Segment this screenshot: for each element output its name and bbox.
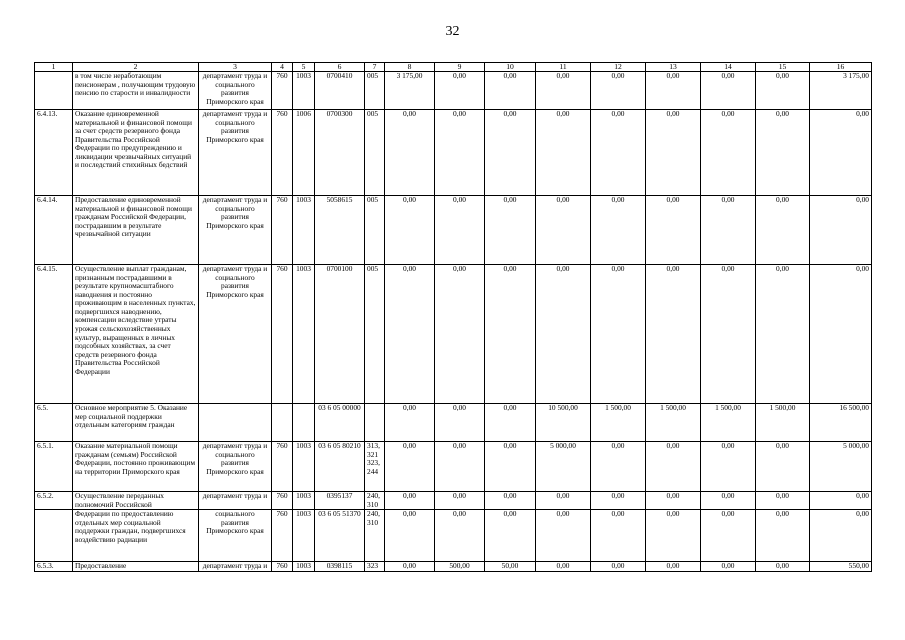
row-target-code: 5058615: [315, 196, 365, 265]
row-expense-type: 005: [365, 196, 385, 265]
row-amount: 0,00: [385, 404, 435, 442]
row-amount: 0,00: [485, 196, 536, 265]
row-amount: 0,00: [810, 492, 872, 510]
row-amount: 0,00: [810, 510, 872, 562]
header-cell: 15: [756, 63, 810, 72]
row-amount: 0,00: [536, 196, 591, 265]
row-department: департамент труда и: [199, 492, 272, 510]
row-name: Предоставление единовременной материальной и финансовой помощи гражданам Российской Федерации, пострадавшим в результате чрезвычайной ситуации: [73, 196, 199, 265]
row-amount: 5 000,00: [536, 442, 591, 492]
row-amount: 0,00: [646, 196, 701, 265]
row-amount: 1 500,00: [646, 404, 701, 442]
row-amount: 0,00: [536, 492, 591, 510]
row-amount: 0,00: [591, 442, 646, 492]
row-amount: 0,00: [536, 265, 591, 404]
row-amount: 0,00: [591, 72, 646, 110]
row-name: Осуществление выплат гражданам, признанным пострадавшими в результате крупномасштабного наводнения и постоянно проживающим в населенных пунктах, подвергшихся наводнению, компенсации вследствие утраты урожая сельскохозяйственных культур, выращенных в личных подсобных хозяйствах, за счет средств резервного фонда Правительства Российской Федерации: [73, 265, 199, 404]
row-amount: 0,00: [646, 442, 701, 492]
row-amount: 0,00: [810, 110, 872, 196]
row-department: департамент труда и социального развития Приморского края: [199, 110, 272, 196]
row-department: [199, 404, 272, 442]
row-section-code: 1003: [293, 562, 315, 572]
row-target-code: 03 6 05 80210: [315, 442, 365, 492]
row-amount: 0,00: [701, 510, 756, 562]
row-grbs-code: [272, 404, 293, 442]
row-amount: 3 175,00: [810, 72, 872, 110]
row-department: департамент труда и социального развития Приморского края: [199, 72, 272, 110]
table-row: [35, 510, 872, 562]
header-cell: 3: [199, 63, 272, 72]
row-code: 6.4.13.: [35, 110, 73, 196]
row-amount: 0,00: [701, 265, 756, 404]
row-amount: 0,00: [435, 72, 485, 110]
row-amount: 16 500,00: [810, 404, 872, 442]
table-row: [35, 265, 872, 404]
row-target-code: 0700100: [315, 265, 365, 404]
row-code: 6.4.15.: [35, 265, 73, 404]
header-cell: 11: [536, 63, 591, 72]
row-amount: 0,00: [435, 265, 485, 404]
row-amount: 0,00: [756, 442, 810, 492]
row-expense-type: 240, 310: [365, 492, 385, 510]
row-amount: 0,00: [591, 562, 646, 572]
row-expense-type: [365, 404, 385, 442]
row-amount: 0,00: [536, 510, 591, 562]
row-amount: 0,00: [701, 562, 756, 572]
row-amount: 0,00: [646, 492, 701, 510]
row-name: Осуществление переданных полномочий Российской: [73, 492, 199, 510]
row-amount: 550,00: [810, 562, 872, 572]
row-section-code: 1003: [293, 265, 315, 404]
row-expense-type: 005: [365, 72, 385, 110]
row-amount: 0,00: [591, 110, 646, 196]
row-amount: 0,00: [385, 442, 435, 492]
header-cell: 14: [701, 63, 756, 72]
row-amount: 0,00: [810, 265, 872, 404]
row-amount: 500,00: [435, 562, 485, 572]
row-amount: 0,00: [485, 492, 536, 510]
page-number: 32: [445, 24, 460, 39]
table-row: [35, 110, 872, 196]
row-amount: 50,00: [485, 562, 536, 572]
row-target-code: 0398115: [315, 562, 365, 572]
row-amount: 0,00: [435, 404, 485, 442]
header-cell: 13: [646, 63, 701, 72]
header-cell: 12: [591, 63, 646, 72]
table-row: [35, 562, 872, 572]
row-amount: 5 000,00: [810, 442, 872, 492]
row-amount: 0,00: [385, 492, 435, 510]
row-name: Федерации по предоставлению отдельных мер социальной поддержки граждан, подвергшихся воздействию радиации: [73, 510, 199, 562]
row-name: в том числе неработающим пенсионерам , получающим трудовую пенсию по старости и инвалидности: [73, 72, 199, 110]
header-cell: 16: [810, 63, 872, 72]
row-amount: 0,00: [536, 72, 591, 110]
row-amount: 10 500,00: [536, 404, 591, 442]
row-amount: 0,00: [485, 442, 536, 492]
row-expense-type: 005: [365, 110, 385, 196]
header-cell: 5: [293, 63, 315, 72]
row-grbs-code: 760: [272, 110, 293, 196]
row-amount: 0,00: [385, 510, 435, 562]
table-row: [35, 72, 872, 110]
row-amount: 3 175,00: [385, 72, 435, 110]
row-grbs-code: 760: [272, 510, 293, 562]
row-name: Оказание материальной помощи гражданам (семьям) Российской Федерации, постоянно проживающим на территории Приморского края: [73, 442, 199, 492]
row-amount: 0,00: [591, 196, 646, 265]
row-target-code: 0700410: [315, 72, 365, 110]
row-amount: 0,00: [756, 562, 810, 572]
row-amount: 0,00: [756, 510, 810, 562]
row-name: Оказание единовременной материальной и финансовой помощи за счет средств резервного фонда Правительства Российской Федерации по предупреждению и ликвидации чрезвычайных ситуаций и последствий стихийных бедствий: [73, 110, 199, 196]
row-amount: 0,00: [485, 404, 536, 442]
row-code: [35, 72, 73, 110]
row-section-code: 1003: [293, 492, 315, 510]
row-target-code: 03 6 05 51370: [315, 510, 365, 562]
row-amount: 0,00: [810, 196, 872, 265]
row-amount: 1 500,00: [701, 404, 756, 442]
row-target-code: 03 6 05 00000: [315, 404, 365, 442]
row-amount: 0,00: [701, 442, 756, 492]
table-row: [35, 442, 872, 492]
header-cell: 7: [365, 63, 385, 72]
row-department: департамент труда и социального развития Приморского края: [199, 265, 272, 404]
header-cell: 10: [485, 63, 536, 72]
row-section-code: [293, 404, 315, 442]
row-department: социального развития Приморского края: [199, 510, 272, 562]
table-row: [35, 404, 872, 442]
row-grbs-code: 760: [272, 442, 293, 492]
row-amount: 0,00: [701, 196, 756, 265]
row-grbs-code: 760: [272, 492, 293, 510]
row-name: Предоставление: [73, 562, 199, 572]
row-name: Основное мероприятие 5. Оказание мер социальной поддержки отдельным категориям граждан: [73, 404, 199, 442]
row-code: [35, 510, 73, 562]
row-section-code: 1003: [293, 510, 315, 562]
row-grbs-code: 760: [272, 72, 293, 110]
header-cell: 4: [272, 63, 293, 72]
budget-table: [34, 62, 872, 572]
header-cell: 6: [315, 63, 365, 72]
row-amount: 1 500,00: [756, 404, 810, 442]
row-amount: 0,00: [756, 265, 810, 404]
row-grbs-code: 760: [272, 265, 293, 404]
row-code: 6.5.: [35, 404, 73, 442]
row-amount: 0,00: [385, 196, 435, 265]
row-amount: 0,00: [701, 72, 756, 110]
row-section-code: 1003: [293, 196, 315, 265]
row-amount: 0,00: [536, 562, 591, 572]
row-expense-type: 313, 321 323, 244: [365, 442, 385, 492]
row-department: департамент труда и: [199, 562, 272, 572]
row-amount: 0,00: [591, 492, 646, 510]
row-target-code: 0395137: [315, 492, 365, 510]
header-cell: 1: [35, 63, 73, 72]
row-grbs-code: 760: [272, 562, 293, 572]
table-row: [35, 492, 872, 510]
header-row: [35, 63, 872, 72]
row-amount: 0,00: [646, 510, 701, 562]
table-row: [35, 196, 872, 265]
row-amount: 0,00: [435, 442, 485, 492]
row-amount: 0,00: [435, 110, 485, 196]
row-amount: 0,00: [756, 72, 810, 110]
row-amount: 0,00: [485, 72, 536, 110]
row-amount: 0,00: [646, 562, 701, 572]
row-section-code: 1006: [293, 110, 315, 196]
row-amount: 0,00: [385, 110, 435, 196]
row-amount: 0,00: [646, 265, 701, 404]
header-cell: 8: [385, 63, 435, 72]
row-amount: 0,00: [591, 265, 646, 404]
row-amount: 0,00: [485, 110, 536, 196]
header-cell: 2: [73, 63, 199, 72]
row-amount: 0,00: [385, 562, 435, 572]
row-amount: 0,00: [536, 110, 591, 196]
row-amount: 0,00: [435, 196, 485, 265]
row-department: департамент труда и социального развития Приморского края: [199, 196, 272, 265]
row-amount: 0,00: [756, 492, 810, 510]
row-amount: 0,00: [701, 492, 756, 510]
header-cell: 9: [435, 63, 485, 72]
row-grbs-code: 760: [272, 196, 293, 265]
row-code: 6.5.3.: [35, 562, 73, 572]
row-amount: 0,00: [485, 510, 536, 562]
row-amount: 1 500,00: [591, 404, 646, 442]
row-target-code: 0700300: [315, 110, 365, 196]
row-expense-type: 240, 310: [365, 510, 385, 562]
row-section-code: 1003: [293, 442, 315, 492]
row-section-code: 1003: [293, 72, 315, 110]
row-amount: 0,00: [591, 510, 646, 562]
row-amount: 0,00: [646, 110, 701, 196]
row-code: 6.4.14.: [35, 196, 73, 265]
row-amount: 0,00: [756, 196, 810, 265]
row-amount: 0,00: [646, 72, 701, 110]
row-amount: 0,00: [435, 492, 485, 510]
row-amount: 0,00: [485, 265, 536, 404]
row-amount: 0,00: [701, 110, 756, 196]
row-expense-type: 005: [365, 265, 385, 404]
row-amount: 0,00: [756, 110, 810, 196]
row-code: 6.5.2.: [35, 492, 73, 510]
row-amount: 0,00: [435, 510, 485, 562]
row-expense-type: 323: [365, 562, 385, 572]
row-code: 6.5.1.: [35, 442, 73, 492]
row-department: департамент труда и социального развития Приморского края: [199, 442, 272, 492]
row-amount: 0,00: [385, 265, 435, 404]
